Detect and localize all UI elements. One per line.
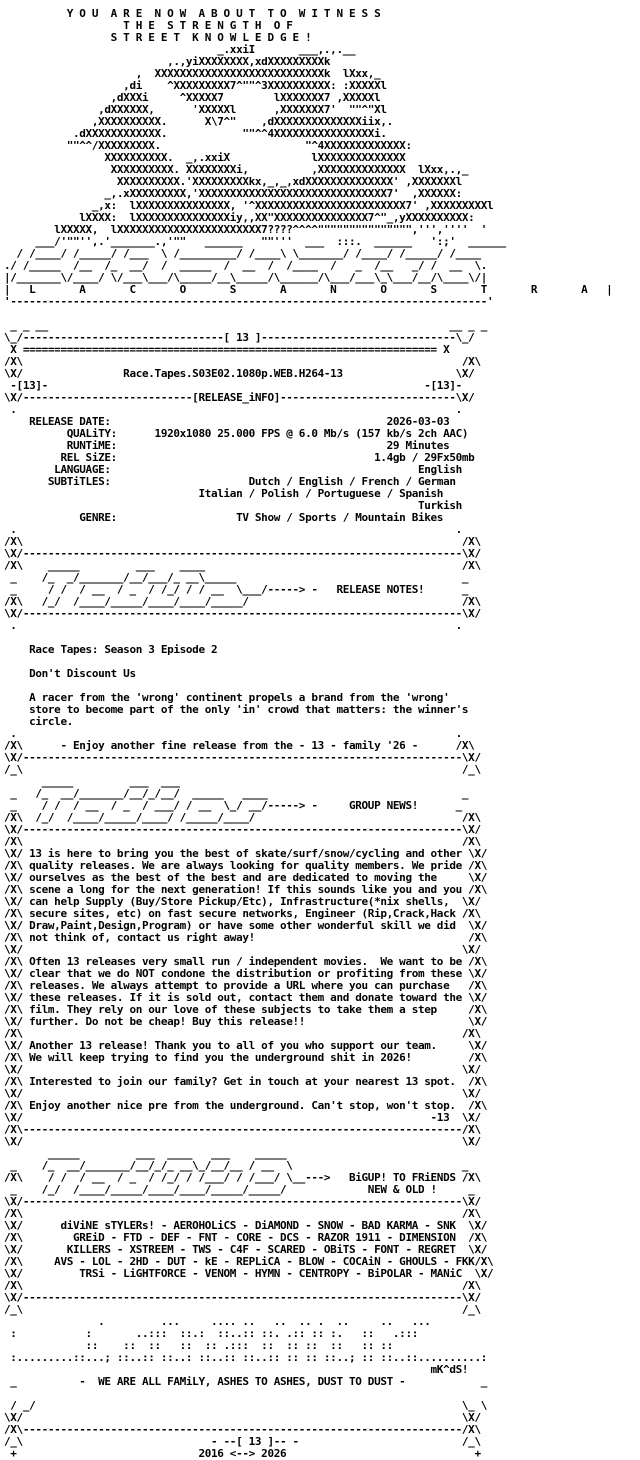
nfo-line: /X\ releases. We always attempt to provide a URL where you can purchase /X\: [4, 979, 487, 992]
nfo-line: \X/----------------------------------------------------------------------\X/: [4, 547, 481, 560]
nfo-line: \X/ can help Supply (Buy/Store Pickup/Etc), Infrastructure(*nix shells, \X/: [4, 895, 481, 908]
nfo-line: circle.: [4, 715, 73, 728]
nfo-line: /X\ /X\: [4, 1027, 481, 1040]
nfo-line: \X/----------------------------------------------------------------------\X/: [4, 823, 481, 836]
nfo-line: \X/----------------------------------------------------------------------\X/: [4, 1195, 481, 1208]
nfo-line: /_\ /_\: [4, 1303, 481, 1316]
nfo-line: /X\ - Enjoy another fine release from the - 13 - family '26 - /X\: [4, 739, 475, 752]
nfo-line: + 2016 <--> 2026 +: [4, 1447, 481, 1460]
nfo-line: \X/ 13 is here to bring you the best of skate/surf/snow/cycling and other \X/: [4, 847, 487, 860]
nfo-line: _,.xXXXXXXXXX,'XXXXXXXXXXXXXXXXXXXXXXXXXXXXXX7' ,XXXXXX:: [4, 187, 462, 200]
nfo-line: _.xxiI ___,.,.__: [4, 43, 356, 56]
nfo-line: /X\ _____ ___ ____ /X\: [4, 559, 481, 572]
nfo-line: Italian / Polish / Portuguese / Spanish: [4, 487, 444, 500]
nfo-line: /X\ /_/ /____/_____/____/____/_____/ /X\: [4, 595, 481, 608]
nfo-line: . .: [4, 727, 462, 740]
nfo-line: : : ..::: ::.: ::..:: ::. .:: :: :. :: .:::: [4, 1327, 418, 1340]
nfo-line: \_/--------------------------------[ 13 ]-------------------------------\_/: [4, 331, 475, 344]
nfo-line: /X\ /X\: [4, 535, 481, 548]
nfo-line: \X/----------------------------------------------------------------------\X/: [4, 751, 481, 764]
nfo-line: /X\ Enjoy another nice pre from the underground. Can't stop, won't stop. /X\: [4, 1099, 487, 1112]
nfo-line: REL SiZE: 1.4gb / 29Fx50mb: [4, 451, 475, 464]
nfo-line: / _/ \_ \: [4, 1399, 487, 1412]
nfo-line: Y O U A R E N O W A B O U T T O W I T N E S S: [4, 7, 381, 20]
nfo-line: \X/ ourselves as the best of the best and are dedicated to moving the \X/: [4, 871, 487, 884]
nfo-line: ./ /_____ /__ /_ __/ / _____ / __ / /____ / _ /__ _/ / __ \.: [4, 259, 487, 272]
nfo-line: . ... .... .. .. .. . .. .. ...: [4, 1315, 431, 1328]
nfo-line: /X\----------------------------------------------------------------------/X\: [4, 1123, 481, 1136]
nfo-line: \X/ these releases. If it is sold out, contact them and donate toward the \X/: [4, 991, 487, 1004]
nfo-line: T H E S T R E N G T H O F: [4, 19, 293, 32]
nfo-line: lXXXX: lXXXXXXXXXXXXXXXiy,,XX"XXXXXXXXXXXXXXX7^"_,yXXXXXXXXXX:: [4, 211, 475, 224]
nfo-line: .dXXXXXXXXXXXX. ""^^4XXXXXXXXXXXXXXXXi.: [4, 127, 387, 140]
nfo-line: Turkish: [4, 499, 462, 512]
nfo-line: \X/ \X/: [4, 1087, 481, 1100]
nfo-line: RELEASE DATE: 2026-03-03: [4, 415, 450, 428]
nfo-line: \X/ \X/: [4, 1411, 481, 1424]
nfo-line: \X/ Another 13 release! Thank you to all of you who support our team. \X/: [4, 1039, 487, 1052]
nfo-line: \X/ \X/: [4, 1063, 481, 1076]
nfo-line: _ /_ __/_______/__/_/__/ _____ ____ _: [4, 787, 469, 800]
nfo-line: /X\ /X\: [4, 355, 481, 368]
nfo-line: \X/ Race.Tapes.S03E02.1080p.WEB.H264-13 \X/: [4, 367, 475, 380]
nfo-line: _____ ___ ____ ___ _____: [4, 1147, 462, 1160]
nfo-line: _ _ __ __ _ _: [4, 319, 487, 332]
nfo-line: |/_______\/____/ \/___\___/\_____/__\_____/\______/\___/___\_\___/__/\____\/|: [4, 271, 487, 284]
nfo-line: /X\ / / / __ / _ / /_/ / /___/ / /___/ \__---> BiGUP! TO FRiENDS /X\: [4, 1171, 481, 1184]
nfo-line: '----------------------------------------------------------------------------': [4, 295, 494, 308]
nfo-line: \X/ -13 \X/: [4, 1111, 481, 1124]
nfo-line: _ /_/ /____/_____/____/____/_____/_____/ NEW & OLD ! _: [4, 1183, 475, 1196]
nfo-line: ""^^/XXXXXXXXX. "^4XXXXXXXXXXXXX:: [4, 139, 412, 152]
nfo-line: /X\ scene a long for the next generation! If this sounds like you and you /X\: [4, 883, 487, 896]
nfo-line: \X/---------------------------[RELEASE_iNFO]----------------------------\X/: [4, 391, 475, 404]
nfo-line: /X\ not think of, contact us right away! /X\: [4, 931, 487, 944]
nfo-line: \X/ \X/: [4, 1135, 481, 1148]
nfo-line: \X/ KILLERS - XSTREEM - TWS - C4F - SCARED - OBiTS - FONT - REGRET \X/: [4, 1243, 487, 1256]
nfo-line: /X\----------------------------------------------------------------------/X\: [4, 1423, 481, 1436]
nfo-line: ,di ^XXXXXXXXX7^""^3XXXXXXXXXX: :XXXXXl: [4, 79, 387, 92]
nfo-line: /X\ quality releases. We are always looking for quality members. We pride /X\: [4, 859, 487, 872]
nfo-line: XXXXXXXXXX. XXXXXXXXi, ,XXXXXXXXXXXXXX lXxx,.,_: [4, 163, 469, 176]
nfo-line: _ / / / __ / _ / ___/ / __ \_/ __/-----> - GROUP NEWS! _: [4, 799, 462, 812]
nfo-line: SUBTiTLES: Dutch / English / French / German: [4, 475, 456, 488]
nfo-line: ,XXXXXXXXXX. X\7^" ,dXXXXXXXXXXXXXXiix,.: [4, 115, 393, 128]
nfo-line: Don't Discount Us: [4, 667, 136, 680]
nfo-line: \X/ TRSi - LiGHTFORCE - VENOM - HYMN - CENTROPY - BiPOLAR - MANiC \X/: [4, 1267, 494, 1280]
nfo-line: | L A C O S A N O S T R A |: [4, 283, 613, 296]
nfo-line: RUNTiME: 29 Minutes: [4, 439, 450, 452]
nfo-line: _ /_ _/_______/__/___/_ __\_____ _: [4, 571, 469, 584]
nfo-line: \X/ diViNE sTYLERs! - AEROHOLiCS - DiAMOND - SNOW - BAD KARMA - SNK \X/: [4, 1219, 487, 1232]
nfo-line: lXXXXX, lXXXXXXXXXXXXXXXXXXXXXXX7????^^^^""""""""""""""",''','''' ': [4, 223, 487, 236]
nfo-line: S T R E E T K N O W L E D G E !: [4, 31, 312, 44]
nfo-line: XXXXXXXXXX.'XXXXXXXXXkx,_,_,xdXXXXXXXXXXXXXX' ,XXXXXXXl: [4, 175, 462, 188]
nfo-line: /X\ Interested to join our family? Get in touch at your nearest 13 spot. /X\: [4, 1075, 487, 1088]
nfo-line: _,x: lXXXXXXXXXXXXXXX, '^XXXXXXXXXXXXXXXXXXXXXXXX7' ,XXXXXXXXXl: [4, 199, 494, 212]
nfo-line: GENRE: TV Show / Sports / Mountain Bikes: [4, 511, 444, 524]
nfo-line: \X/ Draw,Paint,Design,Program) or have some other wonderful skill we did \X/: [4, 919, 487, 932]
nfo-line: XXXXXXXXXX. _,.xxiX lXXXXXXXXXXXXXX: [4, 151, 406, 164]
nfo-line: LANGUAGE: English: [4, 463, 462, 476]
nfo-line: ___/'""'',.'_______.,'"" ______ ""''' ___ :::. ______ ':;' ______: [4, 235, 506, 248]
nfo-line: ,dXXXXXX, 'XXXXXl ,XXXXXXX7' ""^"Xl: [4, 103, 387, 116]
nfo-line: \X/ \X/: [4, 943, 481, 956]
nfo-line: _ - WE ARE ALL FAMiLY, ASHES TO ASHES, DUST TO DUST - _: [4, 1375, 487, 1388]
nfo-line: \X/ further. Do not be cheap! Buy this release!! \X/: [4, 1015, 487, 1028]
nfo-line: / /____/ /_____/ /___ \ /_________/ /____\ \_______/ /____/ /_____/ /____: [4, 247, 481, 260]
nfo-line: . .: [4, 523, 462, 536]
nfo-line: A racer from the 'wrong' continent propels a brand from the 'wrong': [4, 691, 450, 704]
nfo-line: \X/ clear that we do NOT condone the distribution or profiting from these \X/: [4, 967, 487, 980]
nfo-line: , XXXXXXXXXXXXXXXXXXXXXXXXXXXk lXxx,_: [4, 67, 381, 80]
nfo-line: . .: [4, 619, 462, 632]
nfo-line: /X\ film. They rely on our love of these subjects to take them a step /X\: [4, 1003, 487, 1016]
nfo-line: /X\ Often 13 releases very small run / independent movies. We want to be /X\: [4, 955, 487, 968]
nfo-line: _ / / / __ / _ / /_/ / / __ \___/-----> - RELEASE NOTES! _: [4, 583, 469, 596]
nfo-line: /X\ /X\: [4, 835, 481, 848]
nfo-line: /X\ /X\: [4, 1279, 481, 1292]
nfo-line: -[13]- -[13]-: [4, 379, 462, 392]
nfo-line: /_\ /_\: [4, 763, 481, 776]
nfo-line: /X\ /_/ /____/_____/____/ /_____/____/ /X\: [4, 811, 481, 824]
nfo-line: _____ ___ ___: [4, 775, 462, 788]
nfo-line: Race Tapes: Season 3 Episode 2: [4, 643, 218, 656]
nfo-line: _ /_ __/_______/__/_/_ __\_/__/__ / __ \ _: [4, 1159, 469, 1172]
nfo-line: /X\ /X\: [4, 1207, 481, 1220]
nfo-line: /X\ We will keep trying to find you the underground shit in 2026! /X\: [4, 1051, 487, 1064]
nfo-line: mK^dS!: [4, 1363, 469, 1376]
nfo-line: X ================================================================== X: [4, 343, 450, 356]
nfo-line: /X\ secure sites, etc) on fast secure networks, Engineer (Rip,Crack,Hack /X\: [4, 907, 481, 920]
nfo-line: store to become part of the only 'in' crowd that matters: the winner's: [4, 703, 469, 716]
nfo-line: :: :: :: :: :: .::: :: :: :: :: :: ::: [4, 1339, 393, 1352]
nfo-line: /_\ - --[ 13 ]-- - /_\: [4, 1435, 481, 1448]
nfo-line: . .: [4, 403, 462, 416]
nfo-line: ,.,yiXXXXXXXX,xdXXXXXXXXXk: [4, 55, 331, 68]
nfo-line: \X/----------------------------------------------------------------------\X/: [4, 607, 481, 620]
nfo-line: QUALiTY: 1920x1080 25.000 FPS @ 6.0 Mb/s (157 kb/s 2ch AAC): [4, 427, 469, 440]
nfo-line: /X\ AVS - LOL - 2HD - DUT - kE - REPLiCA - BLOW - COCAiN - GHOULS - FKK/X\: [4, 1255, 494, 1268]
nfo-line: ,dXXXi ^XXXXX7 lXXXXXXX7 ,XXXXXl: [4, 91, 381, 104]
nfo-line: \X/----------------------------------------------------------------------\X/: [4, 1291, 481, 1304]
nfo-line: /X\ GREiD - FTD - DEF - FNT - CORE - DCS - RAZOR 1911 - DIMENSION /X\: [4, 1231, 487, 1244]
nfo-line: :.........::...; ::..:: ::..: ::..:: ::..:: :: :: ::..; :: ::..::..........:: [4, 1351, 487, 1364]
